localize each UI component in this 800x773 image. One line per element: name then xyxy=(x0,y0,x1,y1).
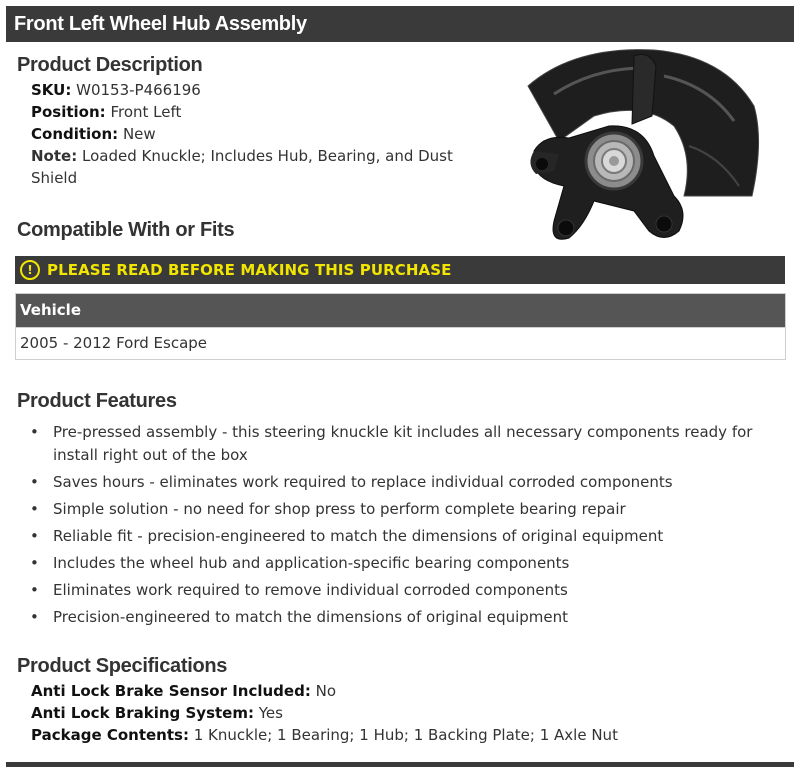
list-item xyxy=(30,498,795,521)
vehicle-column-header: Vehicle xyxy=(16,294,785,327)
feature-text: Includes the wheel hub and application-specific bearing components xyxy=(53,554,570,572)
list-item xyxy=(30,421,795,467)
bullet-icon: • xyxy=(30,423,39,441)
vehicle-row: 2005 - 2012 Ford Escape xyxy=(16,327,785,359)
package-contents-label: Package Contents: xyxy=(31,726,189,744)
abs-sensor-value: No xyxy=(315,682,337,700)
abs-system-label: Anti Lock Braking System: xyxy=(31,704,254,722)
bullet-icon: • xyxy=(30,500,39,518)
package-contents-line xyxy=(31,724,618,746)
list-item xyxy=(30,552,795,575)
abs-system-value: Yes xyxy=(258,704,283,722)
position-line xyxy=(31,101,181,123)
vehicle-table xyxy=(15,293,786,360)
note-value-line2: Shield xyxy=(31,169,78,187)
list-item xyxy=(30,606,795,629)
abs-sensor-label: Anti Lock Brake Sensor Included: xyxy=(31,682,311,700)
note-label: Note: xyxy=(31,147,78,165)
feature-text: Precision-engineered to match the dimensions of original equipment xyxy=(53,608,569,626)
abs-system-line xyxy=(31,702,283,724)
bullet-icon: • xyxy=(30,554,39,572)
condition-label: Condition: xyxy=(31,125,119,143)
bullet-icon: • xyxy=(30,581,39,599)
note-line xyxy=(31,145,471,167)
sku-value: W0153-P466196 xyxy=(76,81,201,99)
features-list xyxy=(30,421,795,633)
package-contents-value: 1 Knuckle; 1 Bearing; 1 Hub; 1 Backing Plate; 1 Axle Nut xyxy=(193,726,618,744)
compatibility-heading: Compatible With or Fits xyxy=(17,219,235,241)
purchase-warning-banner xyxy=(15,256,785,284)
position-label: Position: xyxy=(31,103,106,121)
condition-line xyxy=(31,123,156,145)
bullet-icon: • xyxy=(30,527,39,545)
bullet-icon: • xyxy=(30,473,39,491)
note-line-continued xyxy=(31,167,471,189)
feature-text: Simple solution - no need for shop press to perform complete bearing repair xyxy=(53,500,626,518)
condition-value: New xyxy=(122,125,156,143)
position-value: Front Left xyxy=(110,103,182,121)
wheel-hub-knuckle-image xyxy=(514,46,766,246)
feature-text: Reliable fit - precision-engineered to match the dimensions of original equipment xyxy=(53,527,664,545)
warning-text: PLEASE READ BEFORE MAKING THIS PURCHASE xyxy=(47,261,452,279)
list-item xyxy=(30,579,795,602)
list-item xyxy=(30,525,795,548)
feature-text: Eliminates work required to remove individual corroded components xyxy=(53,581,568,599)
bottom-divider xyxy=(6,762,794,767)
sku-line xyxy=(31,79,201,101)
abs-sensor-line xyxy=(31,680,336,702)
product-features-heading: Product Features xyxy=(17,390,177,412)
product-specifications-heading: Product Specifications xyxy=(17,655,228,677)
feature-text: Pre-pressed assembly - this steering knuckle kit includes all necessary components ready for install right out of the box xyxy=(53,423,753,464)
bullet-icon: • xyxy=(30,608,39,626)
product-description-heading: Product Description xyxy=(17,54,203,76)
warning-icon: ! xyxy=(20,260,40,280)
page-title: Front Left Wheel Hub Assembly xyxy=(6,6,794,42)
sku-label: SKU: xyxy=(31,81,72,99)
feature-text: Saves hours - eliminates work required to replace individual corroded components xyxy=(53,473,673,491)
note-value-line1: Loaded Knuckle; Includes Hub, Bearing, and Dust xyxy=(81,147,453,165)
list-item xyxy=(30,471,795,494)
